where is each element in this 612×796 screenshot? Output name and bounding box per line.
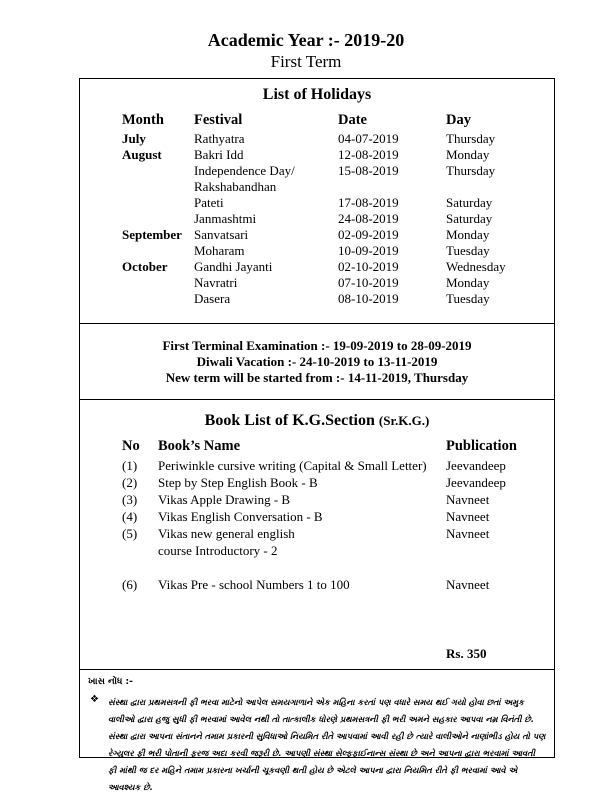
holiday-festival: Bakri Idd [194, 147, 244, 162]
holiday-date: 08-10-2019 [338, 291, 399, 306]
holiday-date: 02-09-2019 [338, 227, 399, 242]
holidays-heading: List of Holidays [262, 86, 372, 103]
holiday-day: Monday [446, 227, 490, 242]
document-title: Academic Year :- 2019-20 [207, 30, 405, 50]
holiday-month: August [122, 147, 162, 162]
book-name: Periwinkle cursive writing (Capital & Small Letter) [158, 458, 427, 473]
book-name: Vikas Pre - school Numbers 1 to 100 [158, 577, 350, 592]
holiday-date: 17-08-2019 [338, 195, 399, 210]
holiday-festival: Pateti [194, 195, 224, 210]
holiday-day: Tuesday [446, 291, 490, 306]
holidays-section [80, 79, 554, 323]
holiday-festival: Moharam [194, 243, 245, 258]
book-publication: Navneet [446, 492, 490, 507]
note-text: સંસ્થા દ્વારા પ્રથમસત્રની ફી ભરવા માટેનો આપેલ સમયગાળાને એક મહિના કરતાં પણ વધારે સમય થઈ ગયો હોવા છતાં અમુક વાલીઓ દ્વારા હજુ સુધી ફી ભરવામાં આવેલ નથી તો તાત્કાલીક ધોરણે પ્રથમસત્રની ફી ભરી અમને સહકાર આપવા નમ્ર વિનંતી છે. સંસ્થા દ્વારા આપના સંતાનને તમામ પ્રકારની સુવિધાઓ નિયમિત રીતે આપવામાં આવી રહી છે ત્યારે વાલીઓને નાણાંભીડ હોય તો પણ રેગ્યુલર ફી ભરી પોતાની ફરજ અદા કરવી જરૂરી છે. આપણી સંસ્થા સેલ્ફફાઈનાન્સ સંસ્થા છે અને આપના દ્વારા ભરવામાં આવતી ફી માંથી જ દર મહિને તમામ પ્રકારના ખર્ચાની ચૂકવણી થતી હોય છે એટલે આપના દ્વારા નિયમિત રીતે ફી ભરવામાં આવે એ આવશ્યક છે. [108, 697, 546, 792]
book-name: Vikas Apple Drawing - B [158, 492, 291, 507]
holiday-festival: Janmashtmi [194, 211, 257, 226]
diwali-vacation-line: Diwali Vacation :- 24-10-2019 to 13-11-2019 [196, 354, 438, 369]
content-frame [79, 78, 555, 792]
book-list-heading [80, 412, 554, 430]
holiday-date: 12-08-2019 [338, 147, 399, 162]
holiday-day: Thursday [446, 163, 496, 178]
holiday-day: Monday [446, 147, 490, 162]
holiday-festival: Rathyatra [194, 131, 245, 146]
holiday-date: 15-08-2019 [338, 163, 399, 178]
note-title: ખાસ નોંધ :- [88, 677, 133, 687]
book-name: Vikas English Conversation - B [158, 509, 323, 524]
date-column-header: Date [338, 112, 367, 128]
month-column-header: Month [122, 112, 164, 128]
new-term-line: New term will be started from :- 14-11-2019, Thursday [165, 370, 469, 385]
book-number: (1) [122, 458, 138, 473]
book-name: Vikas new general english [158, 526, 295, 541]
exam-schedule-section [80, 323, 554, 399]
document-subtitle: First Term [270, 52, 342, 71]
book-name: course Introductory - 2 [158, 543, 278, 558]
holiday-festival: Independence Day/ [194, 163, 295, 178]
publication-column-header: Publication [446, 438, 517, 454]
holiday-month: September [122, 227, 182, 242]
holiday-month: July [122, 131, 146, 146]
book-publication: Jeevandeep [446, 458, 506, 473]
holiday-month: October [122, 259, 168, 274]
first-terminal-exam-line: First Terminal Examination :- 19-09-2019 to 28-09-2019 [162, 338, 472, 353]
special-note-section [80, 669, 554, 792]
holiday-festival: Navratri [194, 275, 238, 290]
holiday-date: 10-09-2019 [338, 243, 399, 258]
book-publication: Navneet [446, 577, 490, 592]
book-number: (3) [122, 492, 138, 507]
no-column-header: No [122, 438, 140, 454]
holiday-day: Thursday [446, 131, 496, 146]
festival-column-header: Festival [194, 112, 243, 128]
diamond-bullet-icon: ❖ [90, 694, 99, 705]
holiday-day: Saturday [446, 195, 493, 210]
book-number: (6) [122, 577, 138, 592]
holiday-festival: Sanvatsari [194, 227, 249, 242]
book-list-section [80, 399, 554, 669]
holiday-date: 24-08-2019 [338, 211, 399, 226]
book-number: (5) [122, 526, 138, 541]
holiday-day: Wednesday [446, 259, 506, 274]
book-publication: Jeevandeep [446, 475, 506, 490]
book-name-column-header: Book’s Name [158, 438, 241, 454]
holiday-festival: Rakshabandhan [194, 179, 277, 194]
total-price: Rs. 350 [446, 646, 487, 661]
holiday-day: Monday [446, 275, 490, 290]
holiday-date: 04-07-2019 [338, 131, 399, 146]
holiday-festival: Dasera [194, 291, 231, 306]
book-list-class: (Sr.K.G.) [378, 413, 430, 428]
book-number: (2) [122, 475, 138, 490]
day-column-header: Day [446, 112, 471, 128]
book-list-heading-text: Book List of K.G.Section [204, 412, 375, 429]
holiday-date: 07-10-2019 [338, 275, 399, 290]
book-name: Step by Step English Book - B [158, 475, 318, 490]
book-publication: Navneet [446, 509, 490, 524]
holiday-date: 02-10-2019 [338, 259, 399, 274]
holiday-day: Saturday [446, 211, 493, 226]
book-number: (4) [122, 509, 138, 524]
holiday-festival: Gandhi Jayanti [194, 259, 273, 274]
book-publication: Navneet [446, 526, 490, 541]
holiday-day: Tuesday [446, 243, 490, 258]
